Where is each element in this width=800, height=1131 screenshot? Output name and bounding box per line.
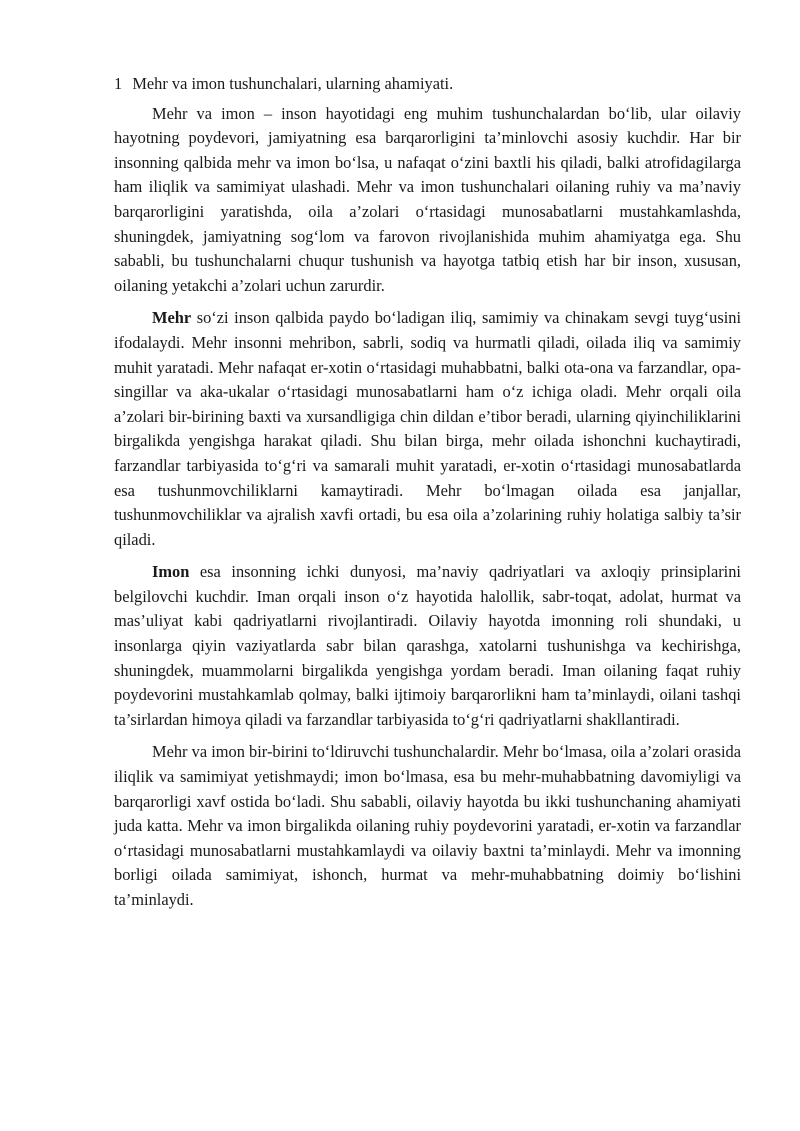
section-number: 1 xyxy=(114,74,123,93)
paragraph-text: Mehr va imon bir-birini to‘ldiruvchi tushunchalardir. Mehr bo‘lmasa, oila a’zolari orasida iliqlik va samimiyat yetishmaydi; imon bo‘lmasa, esa bu mehr-muhabbatning davomiyligi va barqarorligi xavf ostida bo‘ladi. Shu sababli, oilaviy hayotda bu ikki tushunchaning ahamiyati juda katta. Mehr va imon birgalikda oilaning ruhiy poydevorini yaratadi, er-xotin va farzandlar o‘rtasidagi munosabatlarni mustahkamlaydi va oilaviy baxtni ta’minlaydi. Mehr va imonning borligi oilada samimiyat, ishonch, hurmat va mehr-muhabbatning doimiy bo‘lishini ta’minlaydi. xyxy=(114,742,741,909)
section-heading xyxy=(114,72,741,97)
paragraph-text: so‘zi inson qalbida paydo bo‘ladigan iliq, samimiy va chinakam sevgi tuyg‘usini ifodalaydi. Mehr insonni mehribon, sabrli, sodiq va hurmatli qiladi, oilada iliq va samimiy muhit yaratadi. Mehr nafaqat er-xotin o‘rtasidagi muhabbatni, balki ota-ona va farzandlar, opa-singillar va aka-ukalar o‘rtasidagi munosabatlarni ham o‘z ichiga oladi. Mehr orqali oila a’zolari bir-birining baxti va xursandligiga chin dildan e’tibor beradi, ularning qiyinchiliklarini birgalikda yengishga harakat qiladi. Shu bilan birga, mehr oilada ishonchni kuchaytiradi, farzandlar tarbiyasida to‘g‘ri va samarali muhit yaratadi, er-xotin o‘rtasidagi munosabatlarda esa tushunmovchiliklarni kamaytiradi. Mehr bo‘lmagan oilada esa janjallar, tushunmovchiliklar va ajralish xavfi ortadi, bu esa oila a’zolarining ruhiy holatiga salbiy ta’sir qiladi. xyxy=(114,308,741,549)
paragraph-text: Mehr va imon – inson hayotidagi eng muhim tushunchalardan bo‘lib, ular oilaviy hayotning poydevori, jamiyatning esa barqarorligini ta’minlovchi asosiy kuchdir. Har bir insonning qalbida mehr va imon bo‘lsa, u nafaqat o‘zini baxtli his qiladi, balki atrofidagilarga ham iliqlik va samimiyat ulashadi. Mehr va imon tushunchalari oilaning ruhiy va ma’naviy barqarorligini yaratishda, oila a’zolari o‘rtasidagi munosabatlarni mustahkamlashda, shuningdek, jamiyatning sog‘lom va farovon rivojlanishida muhim ahamiyatga ega. Shu sababli, bu tushunchalarni chuqur tushunish va hayotga tatbiq etish har bir inson, xususan, oilaning yetakchi a’zolari uchun zarurdir. xyxy=(114,103,741,295)
paragraph-mehr xyxy=(114,306,741,552)
section-title: Mehr va imon tushunchalari, ularning ahamiyati. xyxy=(132,74,454,93)
document-page xyxy=(114,72,741,921)
paragraph-conclusion xyxy=(114,740,741,912)
paragraph-intro xyxy=(114,102,741,299)
paragraph-imon xyxy=(114,560,741,732)
paragraph-text: esa insonning ichki dunyosi, ma’naviy qadriyatlari va axloqiy prinsiplarini belgilovchi kuchdir. Iman orqali inson o‘z hayotida halollik, sabr-toqat, adolat, hurmat va mas’uliyat kabi qadriyatlarni rivojlantiradi. Oilaviy hayotda imonning roli shundaki, u insonlarga qiyin vaziyatlarda sabr bilan qarashga, xatolarni tushunishga va kechirishga, shuningdek, muammolarni birgalikda yengishga yordam beradi. Iman oilaning faqat ruhiy poydevorini mustahkamlab qolmay, balki ijtimoiy barqarorlikni ham ta’minlaydi, oilani tashqi ta’sirlardan himoya qiladi va farzandlar tarbiyasida to‘g‘ri qadriyatlarni shakllantiradi. xyxy=(114,562,741,729)
paragraph-lead-term: Mehr xyxy=(152,308,192,328)
paragraph-lead-term: Imon xyxy=(152,562,190,582)
